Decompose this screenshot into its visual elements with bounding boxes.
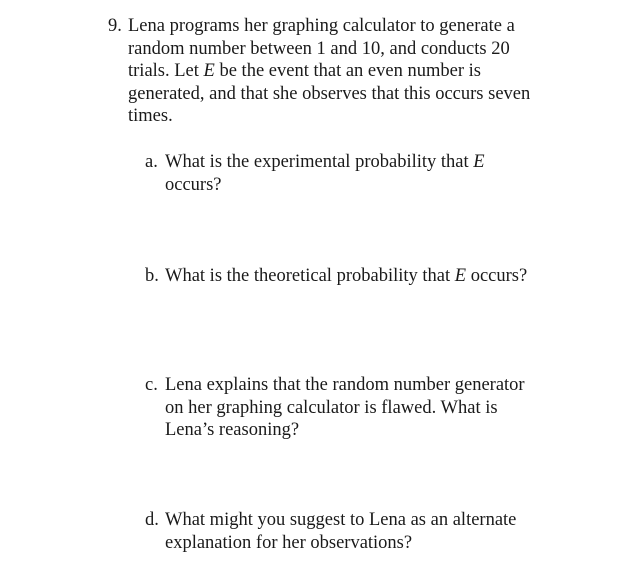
event-variable: E bbox=[203, 61, 215, 81]
part-line: explanation for her observations? bbox=[165, 532, 413, 553]
problem-line: times. bbox=[128, 106, 173, 126]
problem-line bbox=[128, 60, 608, 83]
part-letter: a. bbox=[145, 152, 158, 172]
part-line bbox=[165, 151, 595, 174]
problem-line: Lena programs her graphing calculator to generate a bbox=[128, 16, 515, 36]
part-line: on her graphing calculator is flawed. What is bbox=[165, 397, 498, 418]
problem-statement bbox=[128, 15, 608, 128]
part-text bbox=[165, 509, 595, 554]
problem-9 bbox=[108, 15, 608, 128]
part-line: occurs? bbox=[165, 174, 222, 195]
question-part-c bbox=[145, 374, 595, 442]
part-text bbox=[165, 151, 595, 196]
problem-line: random number between 1 and 10, and conducts 20 bbox=[128, 38, 510, 59]
problem-number: 9. bbox=[108, 16, 122, 36]
question-part-d bbox=[145, 509, 595, 554]
question-part-b bbox=[145, 265, 595, 288]
event-variable: E bbox=[454, 266, 467, 286]
part-line: What might you suggest to Lena as an alternate bbox=[165, 510, 517, 530]
part-line bbox=[165, 265, 595, 288]
part-letter: c. bbox=[145, 375, 158, 395]
problem-line: generated, and that she observes that this occurs seven bbox=[128, 83, 531, 104]
question-part-a bbox=[145, 151, 595, 196]
event-variable: E bbox=[473, 152, 485, 172]
text-segment: occurs? bbox=[466, 266, 528, 286]
part-letter: d. bbox=[145, 510, 159, 530]
part-text bbox=[165, 374, 595, 442]
text-segment: What is the theoretical probability that bbox=[165, 266, 455, 286]
part-line: Lena’s reasoning? bbox=[165, 420, 300, 440]
text-segment: What is the experimental probability that bbox=[165, 152, 474, 172]
text-segment: be the event that an even number is bbox=[214, 61, 481, 81]
part-letter: b. bbox=[145, 266, 159, 286]
part-line: Lena explains that the random number generator bbox=[165, 375, 525, 395]
text-segment: trials. Let bbox=[128, 61, 204, 81]
part-text bbox=[165, 265, 595, 288]
